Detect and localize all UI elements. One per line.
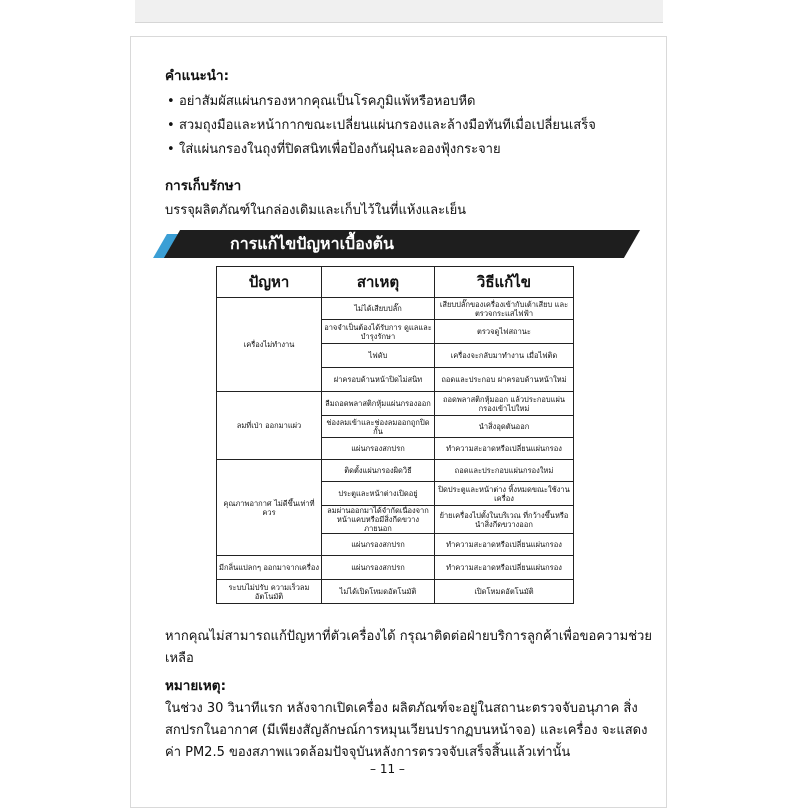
storage-heading: การเก็บรักษา bbox=[165, 178, 242, 194]
solution-cell: ย้ายเครื่องไปตั้งในบริเวณ ที่กว้างขึ้นหรือนำสิ่งกีดขวางออก bbox=[435, 506, 574, 534]
cause-cell: ติดตั้งแผ่นกรองผิดวิธี bbox=[322, 460, 435, 482]
solution-cell: ถอดและประกอบแผ่นกรองใหม่ bbox=[435, 460, 574, 482]
solution-cell: เครื่องจะกลับมาทำงาน เมื่อไฟติด bbox=[435, 344, 574, 368]
solution-cell: ถอดพลาสติกหุ้มออก แล้วประกอบแผ่นกรองเข้าไปใหม่ bbox=[435, 392, 574, 416]
header-problem: ปัญหา bbox=[217, 267, 322, 298]
problem-cell: เครื่องไม่ทำงาน bbox=[217, 298, 322, 392]
storage-text: บรรจุผลิตภัณฑ์ในกล่องเดิมและเก็บไว้ในที่แห้งและเย็น bbox=[165, 203, 467, 218]
problem-cell: ระบบไม่ปรับ ความเร็วลมอัตโนมัติ bbox=[217, 580, 322, 604]
solution-cell: ถอดและประกอบ ฝาครอบด้านหน้าใหม่ bbox=[435, 368, 574, 392]
cause-cell: ฝาครอบด้านหน้าปิดไม่สนิท bbox=[322, 368, 435, 392]
advice-bullet: • ใส่แผ่นกรองในถุงที่ปิดสนิทเพื่อป้องกันฝุ่นละอองฟุ้งกระจาย bbox=[167, 142, 501, 157]
advice-bullet: • อย่าสัมผัสแผ่นกรองหากคุณเป็นโรคภูมิแพ้หรือหอบหืด bbox=[167, 94, 476, 109]
troubleshooting-banner bbox=[160, 228, 630, 260]
cause-cell: ประตูและหน้าต่างเปิดอยู่ bbox=[322, 482, 435, 506]
banner-title: การแก้ไขปัญหาเบื้องต้น bbox=[230, 234, 394, 253]
cause-cell: ลืมถอดพลาสติกหุ้มแผ่นกรองออก bbox=[322, 392, 435, 416]
solution-cell: เปิดโหมดอัตโนมัติ bbox=[435, 580, 574, 604]
header-cause: สาเหตุ bbox=[322, 267, 435, 298]
cause-cell: แผ่นกรองสกปรก bbox=[322, 438, 435, 460]
advice-section bbox=[165, 64, 645, 222]
cause-cell: ไม่ได้เสียบปลั๊ก bbox=[322, 298, 435, 320]
solution-cell: ตรวจดูไฟสถานะ bbox=[435, 320, 574, 344]
note-text: ในช่วง 30 วินาทีแรก หลังจากเปิดเครื่อง ผลิตภัณฑ์จะอยู่ในสถานะตรวจจับอนุภาค สิ่งสกปรกในอากาศ (มีเพียงสัญลักษณ์การหมุนเวียนปรากฏบนหน้าจอ) และเครื่อง จะแสดงค่า PM2.5 ของสภาพแวดล้อมปัจจุบันหลังการตรวจจับเสร็จสิ้นแล้วเท่านั้น bbox=[165, 701, 648, 760]
solution-cell: ทำความสะอาดหรือเปลี่ยนแผ่นกรอง bbox=[435, 556, 574, 580]
solution-cell: เสียบปลั๊กของเครื่องเข้ากับเต้าเสียบ และตรวจกระแสไฟฟ้า bbox=[435, 298, 574, 320]
advice-bullet: • สวมถุงมือและหน้ากากขณะเปลี่ยนแผ่นกรองและล้างมือทันทีเมื่อเปลี่ยนเสร็จ bbox=[167, 118, 596, 133]
solution-cell: ทำความสะอาดหรือเปลี่ยนแผ่นกรอง bbox=[435, 438, 574, 460]
cause-cell: ไม่ได้เปิดโหมดอัตโนมัติ bbox=[322, 580, 435, 604]
cause-cell: แผ่นกรองสกปรก bbox=[322, 534, 435, 556]
note-heading: หมายเหตุ: bbox=[165, 678, 226, 694]
problem-cell: มีกลิ่นแปลกๆ ออกมาจากเครื่อง bbox=[217, 556, 322, 580]
advice-heading: คำแนะนำ: bbox=[165, 68, 229, 84]
problem-cell: คุณภาพอากาศ ไม่ดีขึ้นเท่าที่ควร bbox=[217, 460, 322, 556]
solution-cell: นำสิ่งอุดตันออก bbox=[435, 416, 574, 438]
page-number: – 11 – bbox=[370, 762, 405, 776]
solution-cell: ปิดประตูและหน้าต่าง ทิ้งหมดขณะใช้งานเครื่อง bbox=[435, 482, 574, 506]
cause-cell: แผ่นกรองสกปรก bbox=[322, 556, 435, 580]
problem-cell: ลมที่เป่า ออกมาแผ่ว bbox=[217, 392, 322, 460]
cause-cell: อาจจำเป็นต้องได้รับการ ดูแลและบำรุงรักษา bbox=[322, 320, 435, 344]
header-solution: วิธีแก้ไข bbox=[435, 267, 574, 298]
cause-cell: ลมผ่านออกมาได้จำกัดเนื่องจาก หน้าแคบหรือมีสิ่งกีดขวางภายนอก bbox=[322, 506, 435, 534]
contact-text: หากคุณไม่สามารถแก้ปัญหาที่ตัวเครื่องได้ กรุณาติดต่อฝ่ายบริการลูกค้าเพื่อขอความช่วยเหลือ bbox=[165, 629, 652, 666]
cause-cell: ไฟดับ bbox=[322, 344, 435, 368]
cause-cell: ช่องลมเข้าและช่องลมออกถูกปิดกั้น bbox=[322, 416, 435, 438]
solution-cell: ทำความสะอาดหรือเปลี่ยนแผ่นกรอง bbox=[435, 534, 574, 556]
after-table-section bbox=[165, 626, 655, 764]
top-strip bbox=[135, 0, 663, 23]
troubleshooting-table bbox=[216, 266, 574, 604]
